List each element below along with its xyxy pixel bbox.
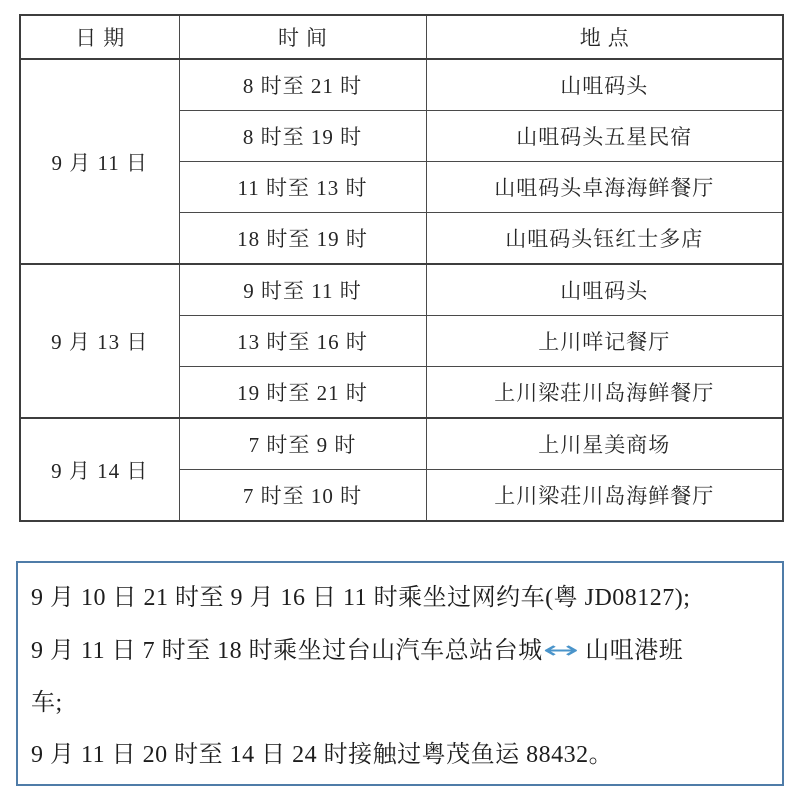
place-cell: 上川梁荘川岛海鲜餐厅	[426, 367, 783, 419]
place-cell: 山咀码头钰红士多店	[426, 213, 783, 265]
note-text: 9 月 11 日 20 时至 14 日 24 时接触过粤茂鱼运 88432。	[31, 742, 614, 768]
place-cell: 上川星美商场	[426, 418, 783, 470]
note-line-fish-truck	[31, 729, 772, 781]
transport-notes-box	[16, 561, 784, 786]
time-cell: 7 时至 10 时	[179, 470, 426, 522]
double-arrow-icon: ↔	[542, 636, 580, 664]
time-cell: 11 时至 13 时	[179, 162, 426, 213]
note-text: 9 月 10 日 21 时至 9 月 16 日 11 时乘坐过网约车(粤 JD08127);	[31, 585, 691, 611]
table-row	[20, 59, 783, 111]
itinerary-table	[19, 14, 784, 522]
header-time: 时间	[179, 15, 426, 59]
table-row	[20, 264, 783, 316]
time-cell: 9 时至 11 时	[179, 264, 426, 316]
place-cell: 山咀码头	[426, 264, 783, 316]
table-row	[20, 418, 783, 470]
place-cell: 山咀码头五星民宿	[426, 111, 783, 162]
note-text: 9 月 11 日 7 时至 18 时乘坐过台山汽车总站台城	[31, 638, 543, 664]
time-cell: 8 时至 19 时	[179, 111, 426, 162]
time-cell: 7 时至 9 时	[179, 418, 426, 470]
place-cell: 山咀码头卓海海鲜餐厅	[426, 162, 783, 213]
header-place: 地点	[426, 15, 783, 59]
date-cell: 9 月 14 日	[20, 418, 179, 521]
note-line-bus	[31, 624, 772, 729]
time-cell: 19 时至 21 时	[179, 367, 426, 419]
date-cell: 9 月 11 日	[20, 59, 179, 264]
table-header-row	[20, 15, 783, 59]
note-line-ride-hailing	[31, 572, 772, 624]
place-cell: 上川咩记餐厅	[426, 316, 783, 367]
time-cell: 13 时至 16 时	[179, 316, 426, 367]
note-text: 山咀港班	[585, 638, 684, 664]
header-date: 日期	[20, 15, 179, 59]
time-cell: 18 时至 19 时	[179, 213, 426, 265]
time-cell: 8 时至 21 时	[179, 59, 426, 111]
place-cell: 山咀码头	[426, 59, 783, 111]
note-text: 车;	[31, 690, 63, 716]
place-cell: 上川梁荘川岛海鲜餐厅	[426, 470, 783, 522]
date-cell: 9 月 13 日	[20, 264, 179, 418]
